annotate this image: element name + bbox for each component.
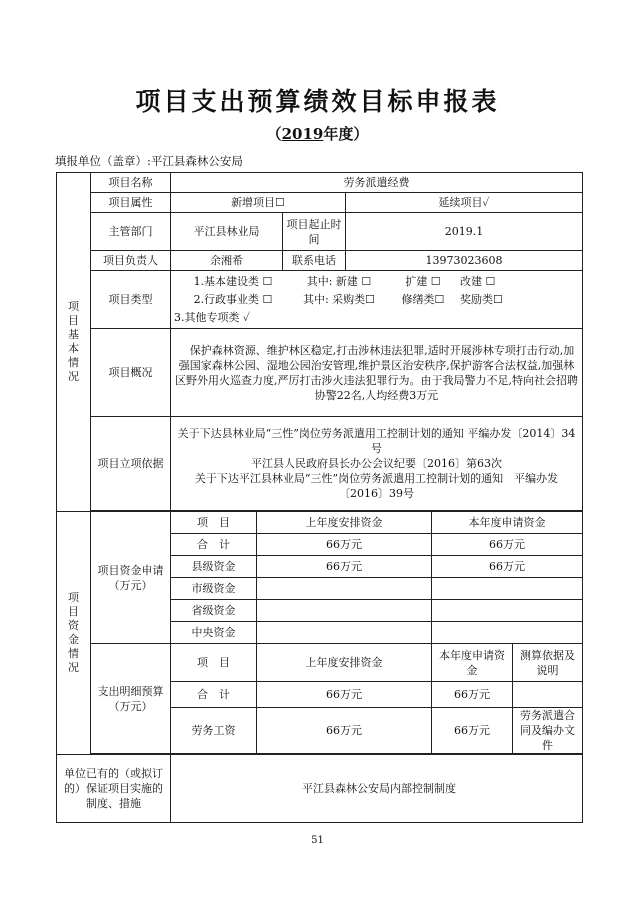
dept-label: 主管部门: [91, 213, 171, 251]
period-value: 2019.1: [346, 213, 583, 251]
year-close: ）: [353, 125, 369, 143]
apply-current: 66万元: [432, 534, 583, 556]
year-suffix: 年度: [323, 125, 354, 143]
type-option: 奖励类☐: [460, 292, 503, 306]
table-row: [57, 251, 583, 271]
overview-text: 保护森林资源、维护林区稳定,打击涉林违法犯罪,适时开展涉林专项打击行动,加强国家森林公园、湿地公园治安管理,维护景区治安秩序,保护游客合法权益,加强林区野外用火巡查力度,严厉打击涉火违法犯罪行为。由于我局警力不足,特向社会招聘协警22名,人均经费3万元: [171, 329, 583, 417]
table-row: [57, 213, 583, 251]
fund-apply-label: 项目资金申请（万元）: [91, 512, 171, 644]
basis-label: 项目立项依据: [91, 417, 171, 511]
basis-text: [171, 417, 583, 511]
phone-value: 13973023608: [346, 251, 583, 271]
dept-value: 平江县林业局: [171, 213, 283, 251]
detail-current: 66万元: [432, 682, 513, 708]
apply-last: [257, 600, 432, 622]
type-option: 扩建 ☐: [405, 274, 441, 288]
owner-value: 余湘希: [171, 251, 283, 271]
project-type-label: 项目类型: [91, 271, 171, 329]
detail-basis: 劳务派遣合同及编办文件: [513, 708, 583, 754]
apply-current: [432, 578, 583, 600]
detail-header-basis: 测算依据及说明: [513, 644, 583, 682]
type-option: 1.基本建设类 ☐: [193, 274, 273, 288]
form-year: [0, 123, 635, 144]
project-attr-label: 项目属性: [91, 193, 171, 213]
project-type-options: [171, 271, 583, 329]
table-row: [57, 755, 583, 823]
detail-last: 66万元: [257, 682, 432, 708]
type-line-2: [174, 291, 579, 309]
project-name-value: 劳务派遣经费: [171, 173, 583, 193]
basis-line: 平江县人民政府县长办公会议纪要〔2016〕第63次: [251, 457, 503, 470]
detail-header-last: 上年度安排资金: [257, 644, 432, 682]
type-option: 2.行政事业类 ☐: [193, 292, 273, 306]
apply-last: 66万元: [257, 556, 432, 578]
basis-line: 关于下达平江县林业局“三性”岗位劳务派遣用工控制计划的通知 平编办发〔2016〕39号: [194, 472, 559, 500]
phone-label: 联系电话: [283, 251, 346, 271]
apply-last: [257, 622, 432, 644]
owner-label: 项目负责人: [91, 251, 171, 271]
project-name-label: 项目名称: [91, 173, 171, 193]
budget-form-table: [56, 172, 583, 823]
detail-header-current: 本年度申请资金: [432, 644, 513, 682]
detail-budget-label: 支出明细预算（万元）: [91, 644, 171, 754]
section-basic-info: 项目基本情况: [57, 173, 91, 512]
section-funds: 项目资金情况: [57, 512, 91, 755]
page-number: 51: [311, 835, 324, 846]
apply-current: 66万元: [432, 556, 583, 578]
table-row: [57, 193, 583, 213]
apply-header-last: 上年度安排资金: [257, 512, 432, 534]
basis-line: 关于下达县林业局“三性”岗位劳务派遣用工控制计划的通知 平编办发〔2014〕34号: [177, 427, 576, 455]
type-line-1: [174, 273, 579, 291]
detail-item: 劳务工资: [171, 708, 257, 754]
detail-header-item: 项 目: [171, 644, 257, 682]
table-row: [57, 329, 583, 417]
year-number: 2019: [281, 125, 324, 143]
apply-last: 66万元: [257, 534, 432, 556]
apply-item: 省级资金: [171, 600, 257, 622]
type-line-3: [174, 309, 579, 327]
overview-label: 项目概况: [91, 329, 171, 417]
type-option: 其中: 采购类☐: [302, 292, 376, 306]
project-attr-continued: 延续项目✓: [346, 193, 583, 213]
detail-basis: [513, 682, 583, 708]
table-row: [57, 644, 583, 682]
apply-header-item: 项 目: [171, 512, 257, 534]
apply-item: 合 计: [171, 534, 257, 556]
apply-item: 市级资金: [171, 578, 257, 600]
apply-current: [432, 600, 583, 622]
filling-unit: 填报单位（盖章）:平江县森林公安局: [55, 154, 243, 168]
apply-header-current: 本年度申请资金: [432, 512, 583, 534]
type-option: 改建 ☐: [460, 274, 496, 288]
table-row: [57, 512, 583, 534]
table-row: [57, 271, 583, 329]
type-option: 3.其他专项类 ✓: [174, 310, 251, 324]
form-title: 项目支出预算绩效目标申报表: [135, 87, 500, 116]
period-label: 项目起止时间: [283, 213, 346, 251]
apply-item: 县级资金: [171, 556, 257, 578]
detail-current: 66万元: [432, 708, 513, 754]
apply-last: [257, 578, 432, 600]
apply-item: 中央资金: [171, 622, 257, 644]
detail-last: 66万元: [257, 708, 432, 754]
system-value: 平江县森林公安局内部控制制度: [171, 755, 583, 823]
apply-current: [432, 622, 583, 644]
type-option: 修缮类☐: [401, 292, 445, 306]
system-label: 单位已有的（或拟订的）保证项目实施的制度、措施: [57, 755, 171, 823]
detail-item: 合 计: [171, 682, 257, 708]
type-option: 其中: 新建 ☐: [306, 274, 372, 288]
table-row: [57, 417, 583, 511]
project-attr-new: 新增项目☐: [171, 193, 346, 213]
year-open: （: [266, 125, 282, 143]
table-row: [57, 173, 583, 193]
